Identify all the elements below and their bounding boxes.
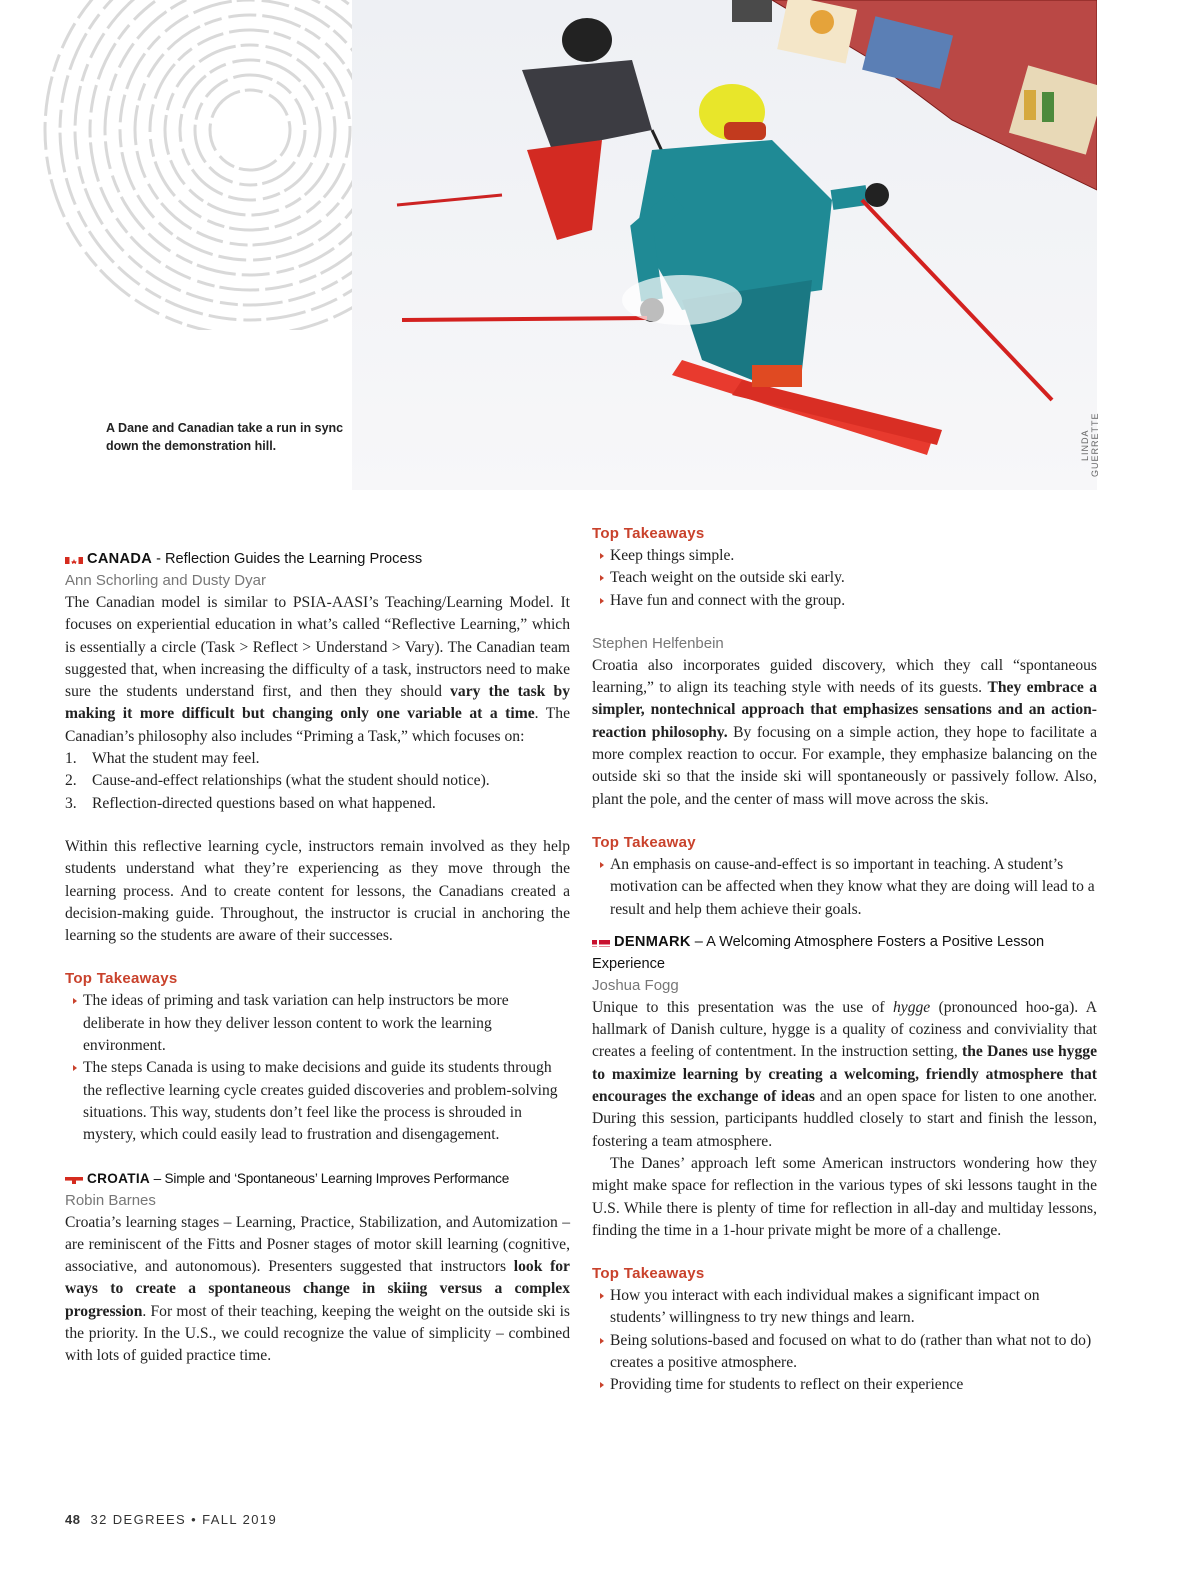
croatia-takeaways-list: [592, 545, 1097, 612]
list-item: The ideas of priming and task variation can help instructors be more deliberate in how they deliver lesson content to work the learning environment.: [83, 990, 570, 1057]
concentric-arcs-decoration: [0, 0, 360, 330]
denmark-flag-icon: [592, 936, 610, 947]
canada-takeaways-heading: Top Takeaways: [65, 970, 178, 988]
skiers-photo: [352, 0, 1100, 490]
canada-subtitle: - Reflection Guides the Learning Process: [152, 551, 423, 567]
list-item: Providing time for students to reflect on their experience: [610, 1374, 1097, 1396]
list-item: The steps Canada is using to make decisions and guide its students through the reflective learning cycle creates guided discoveries and problem-solving situations. This way, students don’t feel like the process is shrouded in mystery, which could easily lead to frustration and disengagement.: [83, 1057, 570, 1146]
canada-paragraph-1: The Canadian model is similar to PSIA-AASI’s Teaching/Learning Model. It focuses on experiential education in what’s called “Reflective Learning,” which is essentially a circle (Task > Reflect > Understand > Vary). The Canadian team suggested that, when increasing the difficulty of a task, instructors need to make sure the students understand first, and then they should vary the task by making it more difficult but changing only one variable at a time. The Canadian’s philosophy also includes “Priming a Task,” which focuses on:: [65, 594, 571, 745]
page-number: 48: [65, 1512, 81, 1527]
croatia-byline-2: Stephen Helfenbein: [592, 634, 724, 652]
photo-caption: A Dane and Canadian take a run in sync down the demonstration hill.: [106, 421, 344, 453]
right-column: [592, 523, 1097, 1397]
list-item: 3. Reflection-directed questions based on what happened.: [65, 794, 436, 812]
denmark-paragraph-1: Unique to this presentation was the use of hygge (pronounced hoo-ga). A hallmark of Danish culture, hygge is a quality of coziness and conviviality that creates a feeling of contentment. In the instruction setting, the Danes use hygge to maximize learning by creating a welcoming, friendly atmosphere that encourages the exchange of ideas and an open space for listen to one another. During this session, participants huddled closely to start and finish the lesson, fostering a team atmosphere.: [592, 998, 1097, 1150]
denmark-subtitle: – A Welcoming Atmosphere Fosters a Positive Lesson Experience: [592, 933, 1045, 972]
list-item: How you interact with each individual makes a significant impact on students’ willingness to try new things and learn.: [610, 1285, 1097, 1330]
croatia-subtitle: – Simple and ‘Spontaneous’ Learning Improves Performance: [150, 1170, 510, 1186]
list-item: Have fun and connect with the group.: [610, 590, 1097, 612]
list-item: Teach weight on the outside ski early.: [610, 567, 1097, 589]
croatia-flag-icon: [65, 1173, 83, 1184]
list-item: 1. What the student may feel.: [65, 750, 260, 768]
croatia-heading: [65, 1168, 570, 1190]
list-item: 2. Cause-and-effect relationships (what the student should notice).: [65, 772, 490, 790]
left-column: [65, 548, 570, 1368]
denmark-heading: [592, 931, 1097, 975]
publication-name: 32 DEGREES • FALL 2019: [90, 1512, 278, 1527]
croatia-paragraph-1: Croatia’s learning stages – Learning, Practice, Stabilization, and Automization – are reminiscent of the Fitts and Posner stages of motor skill learning (cognitive, associative, and autonomous). Presenters suggested that instructors look for ways to create a spontaneous change in skiing versus a complex progression. For most of their teaching, keeping the weight on the outside ski is the priority. In the U.S., we could recognize the value of simplicity – combined with lots of guided practice time.: [65, 1213, 570, 1365]
denmark-byline: Joshua Fogg: [592, 976, 679, 994]
photo-credit: LINDA GUERRETTE: [1080, 412, 1100, 478]
canada-heading: [65, 548, 570, 570]
croatia-takeaway-heading: Top Takeaway: [592, 833, 696, 851]
denmark-paragraph-2: The Danes’ approach left some American instructors wondering how they might make space for reflection in the various types of ski lessons taught in the U.S. While there is plenty of time for reflection in all-day and multiday lessons, finding the time in a 1-hour private might be more of a challenge.: [592, 1154, 1097, 1239]
canada-priming-list: [65, 748, 570, 815]
croatia-takeaways-heading: Top Takeaways: [592, 525, 705, 542]
denmark-takeaways-heading: Top Takeaways: [592, 1265, 705, 1283]
canada-paragraph-2: Within this reflective learning cycle, instructors remain involved as they help students understand what they’re experiencing as they move through the learning process. And to create content for lessons, the Canadians created a decision-making guide. Throughout, the instructor is crucial in anchoring the learning so the students are aware of their successes.: [65, 837, 570, 945]
canada-country: CANADA: [87, 551, 153, 567]
canada-flag-icon: [65, 553, 83, 564]
denmark-takeaways-list: [592, 1285, 1097, 1396]
list-item: Being solutions-based and focused on what to do (rather than what not to do) creates a positive atmosphere.: [610, 1330, 1097, 1375]
canada-byline: Ann Schorling and Dusty Dyar: [65, 572, 266, 589]
page-footer: [65, 1512, 277, 1527]
croatia-takeaway-list: [592, 854, 1097, 921]
list-item: Keep things simple.: [610, 545, 1097, 567]
croatia-country: CROATIA: [87, 1170, 151, 1186]
canada-takeaways-list: [65, 990, 570, 1146]
croatia-paragraph-2: Croatia also incorporates guided discovery, which they call “spontaneous learning,” to align its teaching style with needs of its guests. They embrace a simpler, nontechnical approach that emphasizes sensations and an action-reaction philosophy. By focusing on a simple action, they hope to facilitate a more complex reaction to occur. For example, they emphasize balancing on the outside ski so that the inside ski will spontaneously or passively follow. Also, plant the pole, and the center of mass will move across the skis.: [592, 656, 1098, 808]
denmark-country: DENMARK: [614, 933, 691, 950]
croatia-byline: Robin Barnes: [65, 1191, 156, 1209]
list-item: An emphasis on cause-and-effect is so important in teaching. A student’s motivation can be affected when they know what they are doing will lead to a result and help them achieve their goals.: [610, 854, 1097, 921]
